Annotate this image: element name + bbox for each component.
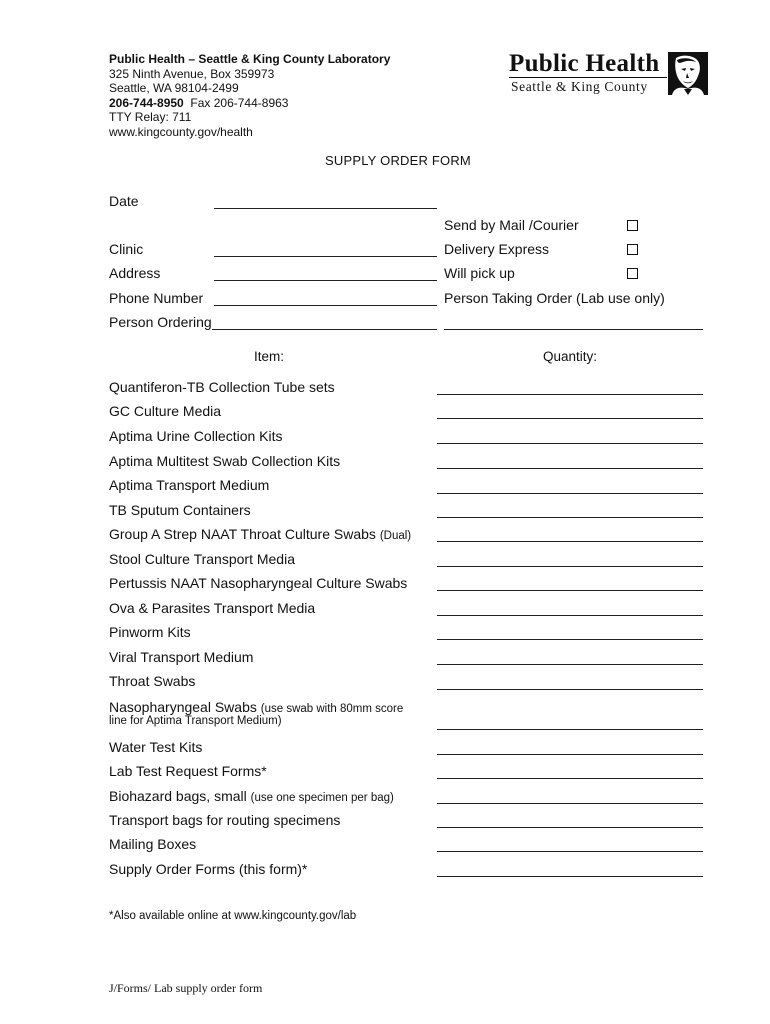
item-label: Ova & Parasites Transport Media	[109, 600, 316, 616]
item-label: TB Sputum Containers	[109, 502, 251, 518]
quantity-field[interactable]	[437, 803, 703, 804]
date-field[interactable]	[214, 208, 437, 209]
quantity-field[interactable]	[437, 729, 703, 730]
will-pick-up-checkbox[interactable]	[627, 268, 638, 279]
address-line-2: Seattle, WA 98104-2499	[109, 81, 239, 95]
item-row	[109, 477, 269, 493]
quantity-field[interactable]	[437, 566, 703, 567]
quantity-field[interactable]	[437, 689, 703, 690]
item-label: Nasopharyngeal Swabs	[109, 699, 257, 715]
item-note: (use one specimen per bag)	[250, 792, 394, 804]
quantity-column-header: Quantity:	[543, 349, 598, 364]
address-line-1: 325 Ninth Avenue, Box 359973	[109, 67, 275, 81]
person-ordering-label: Person Ordering	[109, 314, 212, 330]
org-name: Public Health – Seattle & King County Laboratory	[109, 52, 391, 66]
item-row	[109, 502, 251, 518]
item-row	[109, 649, 253, 665]
quantity-field[interactable]	[437, 778, 703, 779]
clinic-label: Clinic	[109, 241, 144, 257]
item-label: Throat Swabs	[109, 673, 196, 689]
item-row	[109, 812, 340, 828]
item-label: Mailing Boxes	[109, 836, 197, 852]
logo-title: Public Health	[509, 50, 660, 77]
item-label: Transport bags for routing specimens	[109, 812, 341, 828]
date-label: Date	[109, 193, 139, 209]
phone-fax-line	[109, 96, 288, 111]
item-row	[109, 428, 283, 444]
phone-number-label: Phone Number	[109, 290, 204, 306]
item-label: Supply Order Forms (this form)*	[109, 861, 308, 877]
item-label: Stool Culture Transport Media	[109, 551, 295, 567]
item-label: Water Test Kits	[109, 739, 203, 755]
item-row	[109, 624, 191, 640]
item-row	[109, 526, 411, 542]
tty-relay: TTY Relay: 711	[109, 110, 192, 124]
will-pick-up-label: Will pick up	[444, 265, 515, 281]
quantity-field[interactable]	[437, 517, 703, 518]
form-title: SUPPLY ORDER FORM	[325, 153, 471, 168]
item-row	[109, 763, 267, 779]
item-row	[109, 788, 394, 804]
logo-divider	[509, 77, 667, 78]
website: www.kingcounty.gov/health	[109, 125, 253, 139]
quantity-field[interactable]	[437, 590, 703, 591]
footnote: *Also available online at www.kingcounty.gov/lab	[109, 910, 357, 922]
quantity-field[interactable]	[437, 541, 703, 542]
clinic-field[interactable]	[214, 256, 437, 257]
quantity-field[interactable]	[437, 754, 703, 755]
fax-number: Fax 206-744-8963	[190, 96, 289, 110]
item-note-continued: line for Aptima Transport Medium)	[109, 715, 282, 727]
martin-luther-king-portrait-icon	[668, 52, 708, 95]
item-label: GC Culture Media	[109, 403, 222, 419]
send-by-mail-label: Send by Mail /Courier	[444, 217, 579, 233]
quantity-field[interactable]	[437, 468, 703, 469]
quantity-field[interactable]	[437, 664, 703, 665]
quantity-field[interactable]	[437, 876, 703, 877]
logo-subtitle: Seattle & King County	[511, 79, 648, 94]
item-label: Pertussis NAAT Nasopharyngeal Culture Swabs	[109, 575, 408, 591]
quantity-field[interactable]	[437, 418, 703, 419]
person-taking-order-field[interactable]	[444, 329, 703, 330]
item-row	[109, 836, 196, 852]
item-label: Viral Transport Medium	[109, 649, 254, 665]
phone-number-field[interactable]	[214, 305, 437, 306]
send-by-mail-checkbox[interactable]	[627, 220, 638, 231]
item-label: Aptima Multitest Swab Collection Kits	[109, 453, 341, 469]
quantity-field[interactable]	[437, 493, 703, 494]
item-label: Group A Strep NAAT Throat Culture Swabs	[109, 526, 376, 542]
delivery-express-checkbox[interactable]	[627, 244, 638, 255]
quantity-field[interactable]	[437, 827, 703, 828]
item-label: Lab Test Request Forms*	[109, 763, 267, 779]
phone-number: 206-744-8950	[109, 96, 184, 110]
item-row	[109, 551, 295, 567]
quantity-field[interactable]	[437, 394, 703, 395]
item-label: Aptima Urine Collection Kits	[109, 428, 283, 444]
item-label: Aptima Transport Medium	[109, 477, 270, 493]
item-note: (Dual)	[379, 530, 412, 542]
quantity-field[interactable]	[437, 443, 703, 444]
item-label: Quantiferon-TB Collection Tube sets	[109, 379, 335, 395]
item-row	[109, 453, 340, 469]
delivery-express-label: Delivery Express	[444, 241, 550, 257]
person-ordering-field[interactable]	[212, 329, 437, 330]
item-column-header: Item:	[254, 349, 285, 364]
person-taking-order-label: Person Taking Order (Lab use only)	[444, 290, 665, 306]
item-row	[109, 673, 195, 689]
address-field[interactable]	[214, 280, 437, 281]
item-row	[109, 379, 335, 395]
item-label: Biohazard bags, small	[109, 788, 247, 804]
quantity-field[interactable]	[437, 639, 703, 640]
item-row	[109, 861, 307, 877]
item-row	[109, 699, 403, 715]
item-label: Pinworm Kits	[109, 624, 191, 640]
quantity-field[interactable]	[437, 615, 703, 616]
item-row	[109, 600, 315, 616]
quantity-field[interactable]	[437, 851, 703, 852]
address-label: Address	[109, 265, 161, 281]
item-row	[109, 403, 221, 419]
item-row	[109, 739, 202, 755]
page-footer: J/Forms/ Lab supply order form	[109, 981, 263, 995]
item-row	[109, 575, 407, 591]
item-note: (use swab with 80mm score	[260, 703, 404, 715]
